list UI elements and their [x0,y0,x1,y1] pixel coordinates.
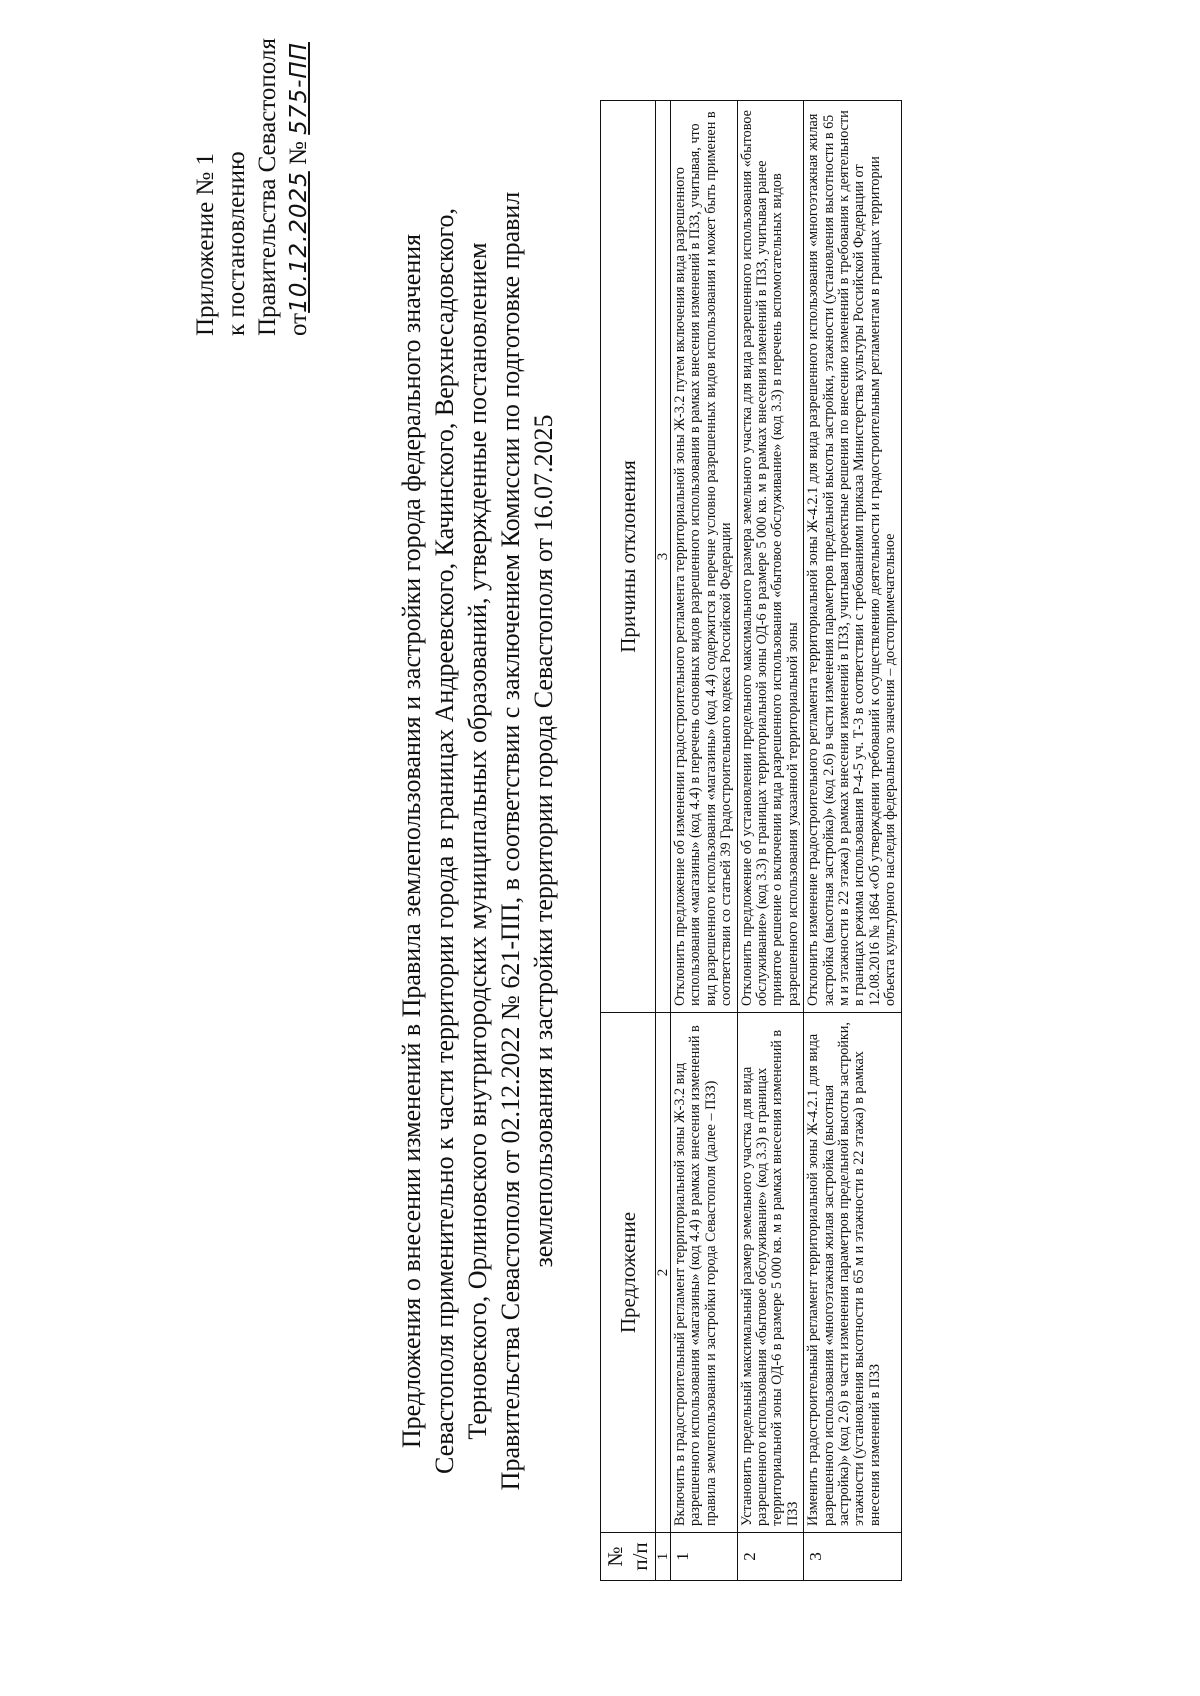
table-row [671,101,738,1581]
column-number: 2 [656,1013,671,1533]
proposal-cell: Включить в градостроительный регламент территориальной зоны Ж-3.2 вид разрешенного использования «магазины» (код 4.4) в рамках внесения изменений в правила землепользования и застройки города Севастополя (далее – ПЗЗ) [671,1013,738,1533]
appendix-line-3: Правительства Севастополя [254,38,281,336]
column-number: 3 [656,101,671,1013]
appendix-line-1: Приложение № 1 [192,152,219,336]
handwritten-date: 10.12.2025 [286,171,312,313]
table-header-row [601,101,656,1581]
header-reasons: Причины отклонения [601,101,656,1013]
handwritten-number: 575-ПП [286,42,312,135]
document-title [395,121,560,1561]
title-line-3: Терновского, Орлиновского внутригородских муниципальных образований, утвержденные постановлением [463,242,492,1440]
reason-cell: Отклонить предложение об изменении градостроительного регламента территориальной зоны Ж-3.2 путем включения вида разрешенного использования «магазины» (код 4.4) в перечень основных видов разрешенного использования в рамках внесения изменений в ПЗЗ, учитывая, что вид разрешенного использования «магазины» (код 4.4) содержится в перечне условно разрешенных видов использования и может быть применен в соответствии со статьей 39 Градостроительного кодекса Российской Федерации [671,101,738,1013]
header-proposal: Предложение [601,1013,656,1533]
table-row [804,101,901,1581]
proposal-cell: Изменить градостроительный регламент территориальной зоны Ж-4.2.1 для вида разрешенного использования «многоэтажная жилая застройка (высотная застройка)» (код 2.6) в части изменения параметров предельной высоты застройки, этажности (установления высотности в 65 м и этажности в 22 этажа) в рамках внесения изменений в ПЗЗ [804,1013,901,1533]
title-line-5: землепользования и застройки территории города Севастополя от 16.07.2025 [529,414,558,1268]
row-number: 2 [737,1533,804,1581]
title-line-2: Севастополя применительно к части территории города в границах Андреевского, Качинского, Верхнесадовского, [430,208,459,1474]
title-line-1: Предложения о внесении изменений в Правила землепользования и застройки города федерального значения [397,233,426,1449]
column-number: 1 [656,1533,671,1581]
reason-cell: Отклонить изменение градостроительного регламента территориальной зоны Ж-4.2.1 для вида разрешенного использования «многоэтажная жилая застройка (высотная застройка)» (код 2.6) в части изменения параметров предельной высоты застройки, этажности (установления высотности в 65 м и этажности в 22 этажа) в рамках внесения изменений в ПЗЗ, учитывая проектные решения по внесению изменений в требования к деятельности в границах режима использования Р-4-5 уч. Т-3 в соответствии с требованиями приказа Министерства культуры Российской Федерации от 12.08.2016 № 1864 «Об утверждении требований к осуществлению деятельности и градостроительным регламентам в границах территории объекта культурного наследия федерального значения – достопримечательное [804,101,901,1013]
reason-cell: Отклонить предложение об установлении предельного максимального размера земельного участка для вида разрешенного использования «бытовое обслуживание» (код 3.3) в границах территориальной зоны ОД-6 в размере 5 000 кв. м в рамках внесения изменений в ПЗЗ, учитывая ранее принятое решение о включении вида разрешенного использования «бытовое обслуживание» (код 3.3) в перечень вспомогательных видов разрешенного использования указанной территориальной зоны [737,101,804,1013]
number-label: № [285,141,312,165]
from-label: от [285,312,312,336]
proposal-cell: Установить предельный максимальный размер земельного участка для вида разрешенного использования «бытовое обслуживание» (код 3.3) в границах территориальной зоны ОД-6 в размере 5 000 кв. м в рамках внесения изменений в ПЗЗ [737,1013,804,1533]
row-number: 3 [804,1533,901,1581]
appendix-line-2: к постановлению [223,151,250,336]
proposals-table [600,100,902,1581]
title-line-4: Правительства Севастополя от 02.12.2022 № 621-ПП, в соответствии с заключением Комиссии по подготовке правил [496,191,525,1491]
table-row [737,101,804,1581]
appendix-block [190,36,315,336]
column-number-row [656,101,671,1581]
appendix-date-line [283,36,315,336]
header-number: № п/п [601,1533,656,1581]
row-number: 1 [671,1533,738,1581]
